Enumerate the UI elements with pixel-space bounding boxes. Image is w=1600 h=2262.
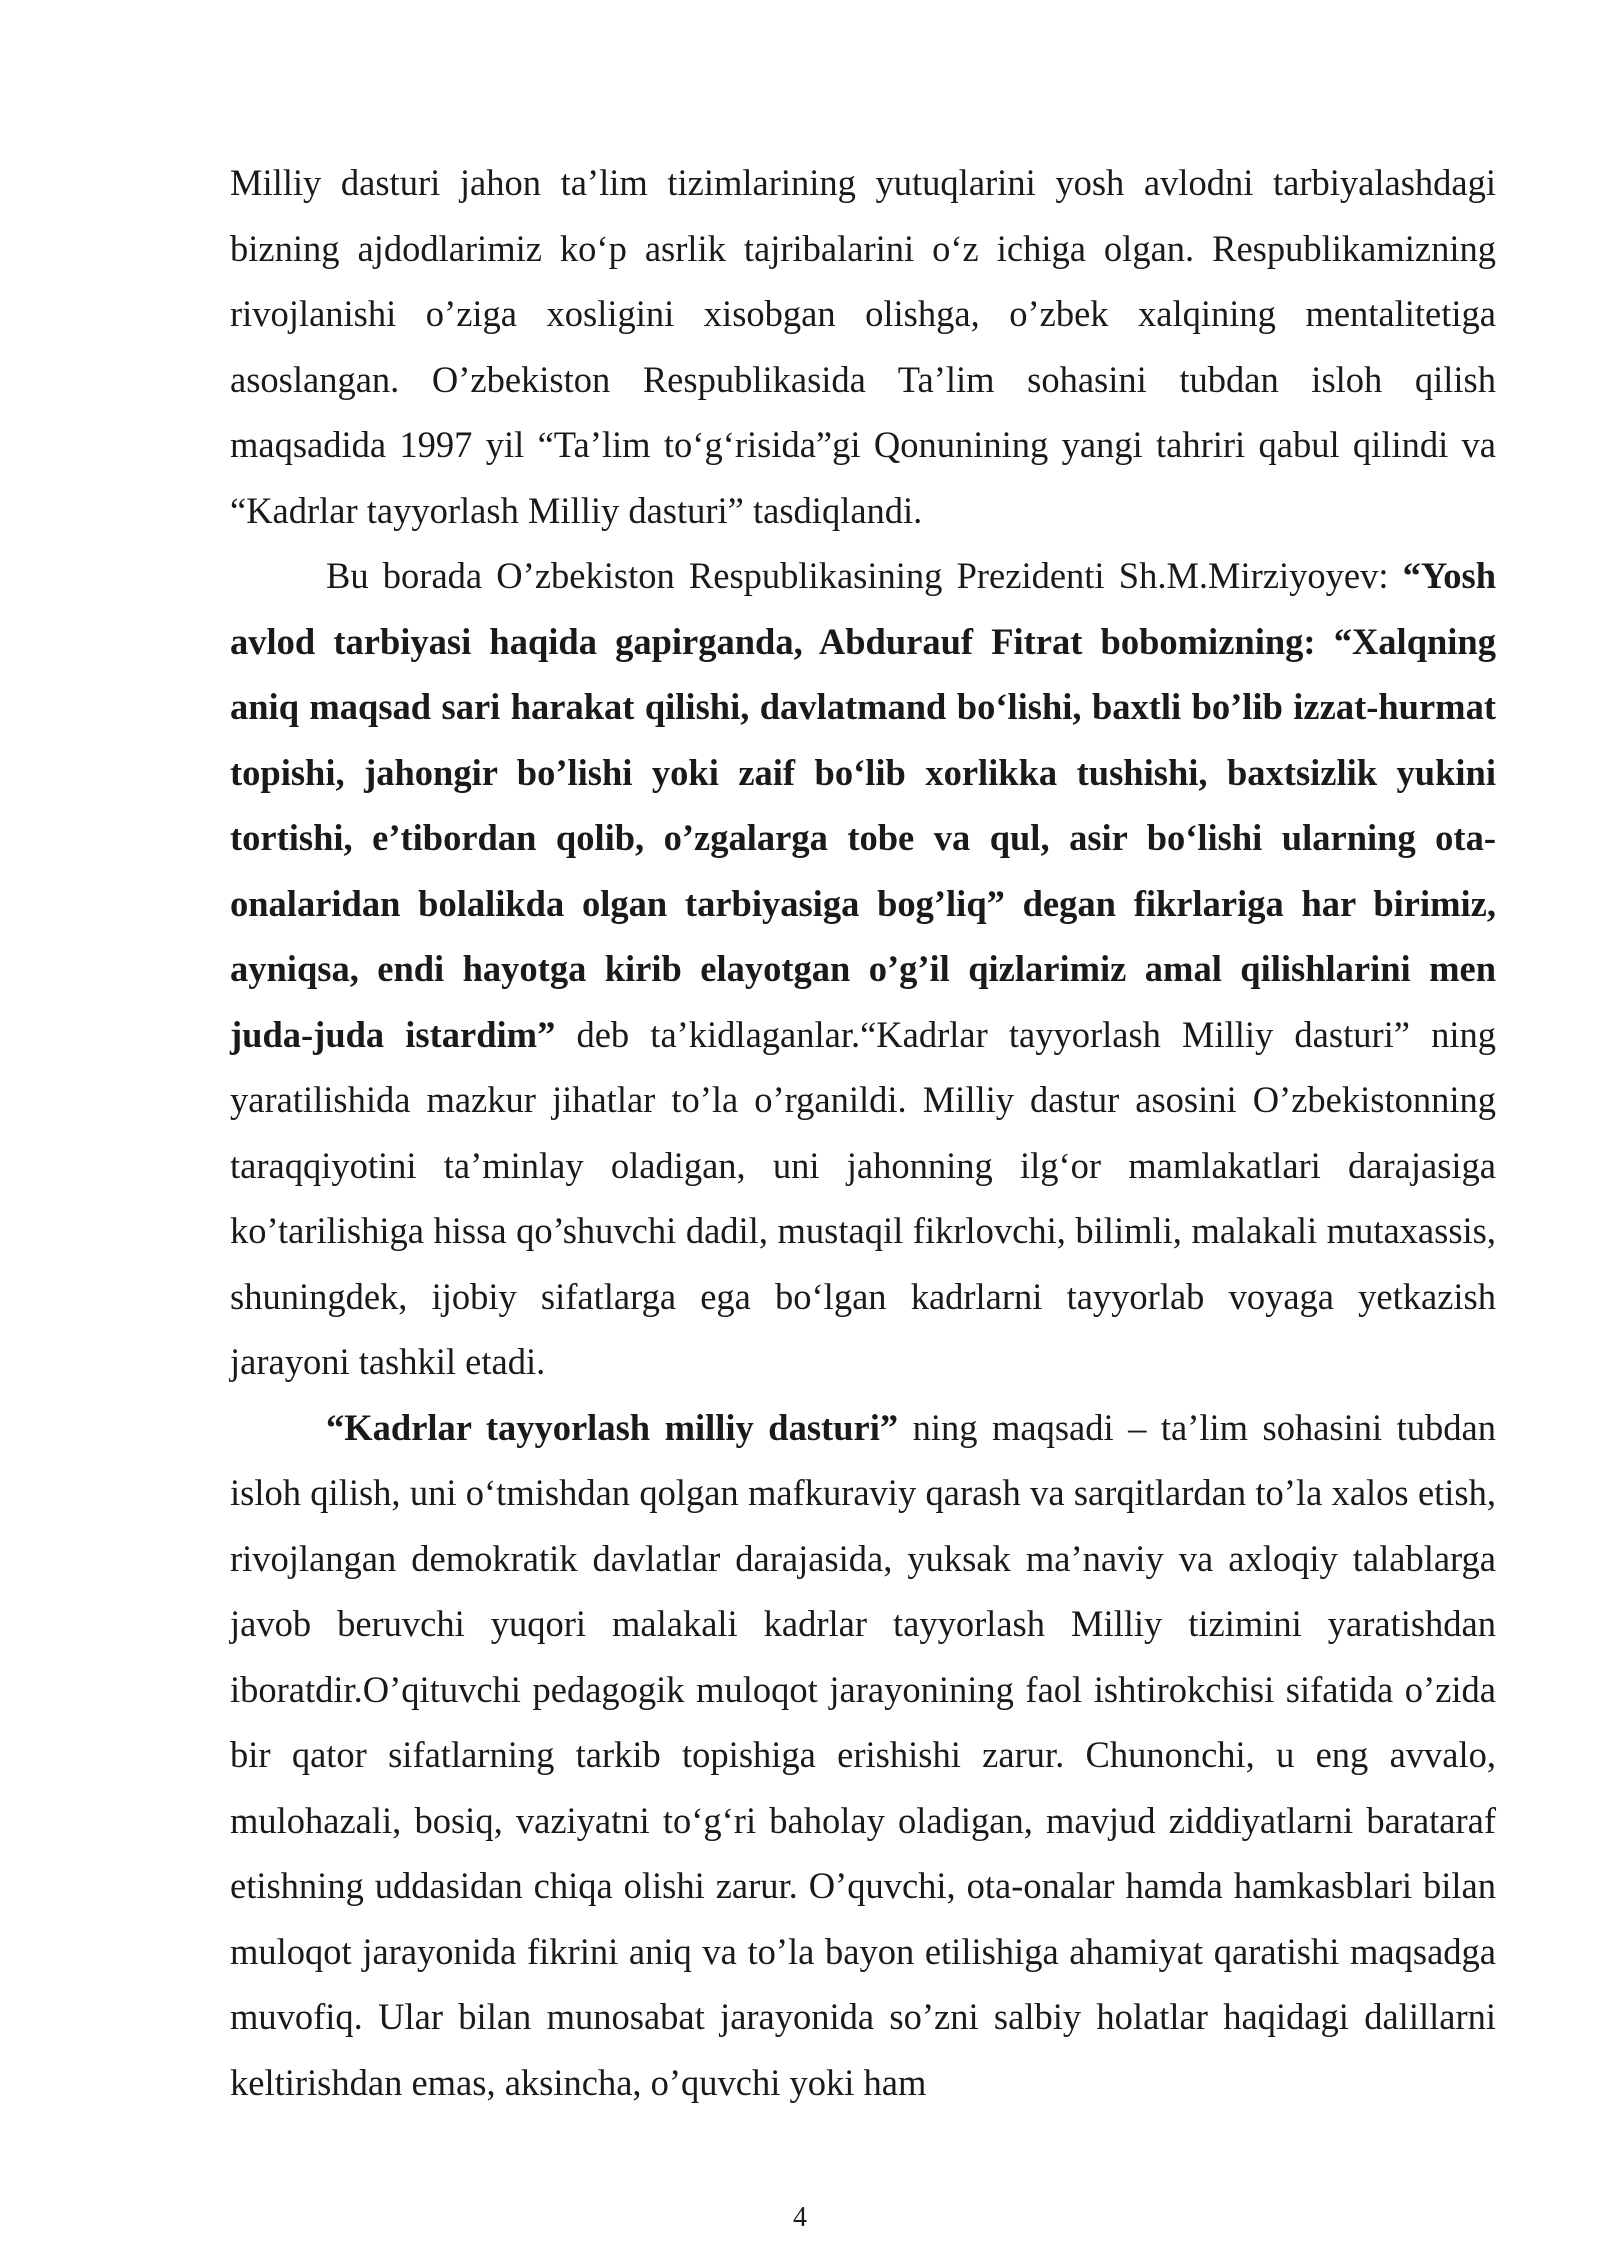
document-page [230,150,1496,2115]
paragraph-3 [230,1395,1496,2116]
paragraph-2 [230,543,1496,1395]
paragraph-2-quote-bold: “Yosh avlod tarbiyasi haqida gapirganda, Abdurauf Fitrat bobomizning: “Xalqning aniq maqsad sari harakat qilishi, davlatmand bo‘lishi, baxtli bo’lib izzat-hurmat topishi, jahongir bo’lishi yoki zaif bo‘lib xorlikka tushishi, baxtsizlik yukini tortishi, e’tibordan qolib, o’zgalarga tobe va qul, asir bo‘lishi ularning ota-onalaridan bolalikda olgan tarbiyasiga bog’liq” degan fikrlariga har birimiz, ayniqsa, endi hayotga kirib elayotgan o’g’il qizlarimiz amal qilishlarini men juda-juda istardim” [230,555,1496,1055]
paragraph-3-title-bold: “Kadrlar tayyorlash milliy dasturi” [326,1406,899,1448]
paragraph-2-tail-text: deb ta’kidlaganlar.“Kadrlar tayyorlash Milliy dasturi” ning yaratilishida mazkur jihatlar to’la o’rganildi. Milliy dastur asosini O’zbekistonning taraqqiyotini ta’minlay oladigan, uni jahonning ilg‘or mamlakatlari darajasiga ko’tarilishiga hissa qo’shuvchi dadil, mustaqil fikrlovchi, bilimli, malakali mutaxassis, shuningdek, ijobiy sifatlarga ega bo‘lgan kadrlarni tayyorlab voyaga yetkazish jarayoni tashkil etadi. [230,1013,1496,1382]
paragraph-1-text: Milliy dasturi jahon ta’lim tizimlarining yutuqlarini yosh avlodni tarbiyalashdagi bizning ajdodlarimiz ko‘p asrlik tajribalarini o‘z ichiga olgan. Respublikamizning rivojlanishi o’ziga xosligini xisobgan olishga, o’zbek xalqining mentalitetiga asoslangan. O’zbekiston Respublikasida Ta’lim sohasini tubdan isloh qilish maqsadida 1997 yil “Ta’lim to‘g‘risida”gi Qonunining yangi tahriri qabul qilindi va “Kadrlar tayyorlash Milliy dasturi” tasdiqlandi. [230,162,1496,531]
page-number: 4 [793,2202,807,2233]
paragraph-3-text: ning maqsadi – ta’lim sohasini tubdan isloh qilish, uni o‘tmishdan qolgan mafkuraviy qarash va sarqitlardan to’la xalos etish, rivojlangan demokratik davlatlar darajasida, yuksak ma’naviy va axloqiy talablarga javob beruvchi yuqori malakali kadrlar tayyorlash Milliy tizimini yaratishdan iboratdir.O’qituvchi pedagogik muloqot jarayonining faol ishtirokchisi sifatida o’zida bir qator sifatlarning tarkib topishiga erishishi zarur. Chunonchi, u eng avvalo, mulohazali, bosiq, vaziyatni to‘g‘ri baholay oladigan, mavjud ziddiyatlarni barataraf etishning uddasidan chiqa olishi zarur. O’quvchi, ota-onalar hamda hamkasblari bilan muloqot jarayonida fikrini aniq va to’la bayon etilishiga ahamiyat qaratishi maqsadga muvofiq. Ular bilan munosabat jarayonida so’zni salbiy holatlar haqidagi dalillarni keltirishdan emas, aksincha, o’quvchi yoki ham [230,1406,1497,2103]
paragraph-2-lead-text: Bu borada O’zbekiston Respublikasining Prezidenti Sh.M.Mirziyoyev: [326,555,1403,596]
paragraph-1 [230,150,1496,543]
